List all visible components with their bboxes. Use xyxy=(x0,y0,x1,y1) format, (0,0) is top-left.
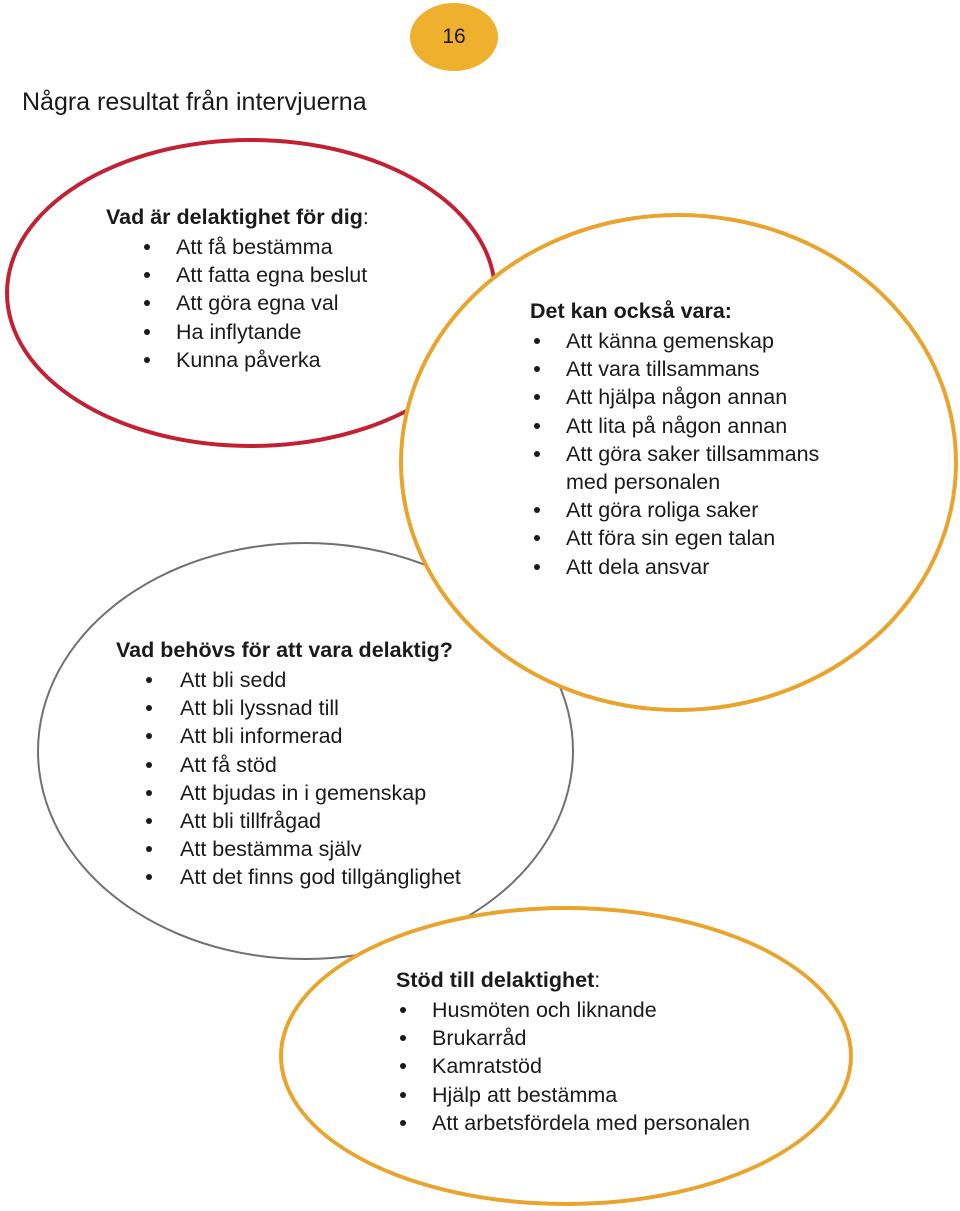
page-number: 16 xyxy=(442,25,466,48)
list-item: Att dela ansvar xyxy=(530,553,819,581)
list-item: Att känna gemenskap xyxy=(530,327,819,355)
list-item: Att bli sedd xyxy=(116,666,461,694)
section-heading: Det kan också vara: xyxy=(530,299,732,323)
bullet-list xyxy=(396,996,750,1137)
list-item: Att bestämma själv xyxy=(116,835,461,863)
section-heading: Vad behövs för att vara delaktig? xyxy=(116,638,453,662)
list-item: Husmöten och liknande xyxy=(396,996,750,1024)
section-stod xyxy=(396,966,750,1137)
list-item: Att bli lyssnad till xyxy=(116,694,461,722)
list-item: Kunna påverka xyxy=(106,346,369,374)
bullet-list xyxy=(116,666,461,892)
list-item: Att fatta egna beslut xyxy=(106,261,369,289)
list-item: Att bjudas in i gemenskap xyxy=(116,779,461,807)
section-ocksa xyxy=(530,297,819,581)
list-item: Att lita på någon annan xyxy=(530,412,819,440)
list-item: Hjälp att bestämma xyxy=(396,1081,750,1109)
page-title: Några resultat från intervjuerna xyxy=(22,88,367,116)
list-item: Att få bestämma xyxy=(106,233,369,261)
list-item: Kamratstöd xyxy=(396,1052,750,1080)
list-item: Att göra egna val xyxy=(106,289,369,317)
list-item: Att det finns god tillgänglighet xyxy=(116,863,461,891)
list-item: Att bli tillfrågad xyxy=(116,807,461,835)
list-item: Att hjälpa någon annan xyxy=(530,383,819,411)
section-delaktighet xyxy=(106,203,369,374)
list-item: Att arbetsfördela med personalen xyxy=(396,1109,750,1137)
list-item: Att göra roliga saker xyxy=(530,496,819,524)
bullet-list xyxy=(106,233,369,374)
list-item: Att bli informerad xyxy=(116,722,461,750)
bullet-list xyxy=(530,327,819,581)
list-item: Att få stöd xyxy=(116,751,461,779)
list-item: Att vara tillsammans xyxy=(530,355,819,383)
section-heading: Vad är delaktighet för dig: xyxy=(106,205,369,229)
list-item: Att föra sin egen talan xyxy=(530,524,819,552)
list-item: Ha inflytande xyxy=(106,318,369,346)
list-item: Att göra saker tillsammans xyxy=(530,440,819,468)
page-number-badge xyxy=(410,3,498,71)
list-item-continuation: med personalen xyxy=(566,470,721,495)
list-item: Brukarråd xyxy=(396,1024,750,1052)
section-behovs xyxy=(116,636,461,892)
section-heading: Stöd till delaktighet: xyxy=(396,968,601,992)
